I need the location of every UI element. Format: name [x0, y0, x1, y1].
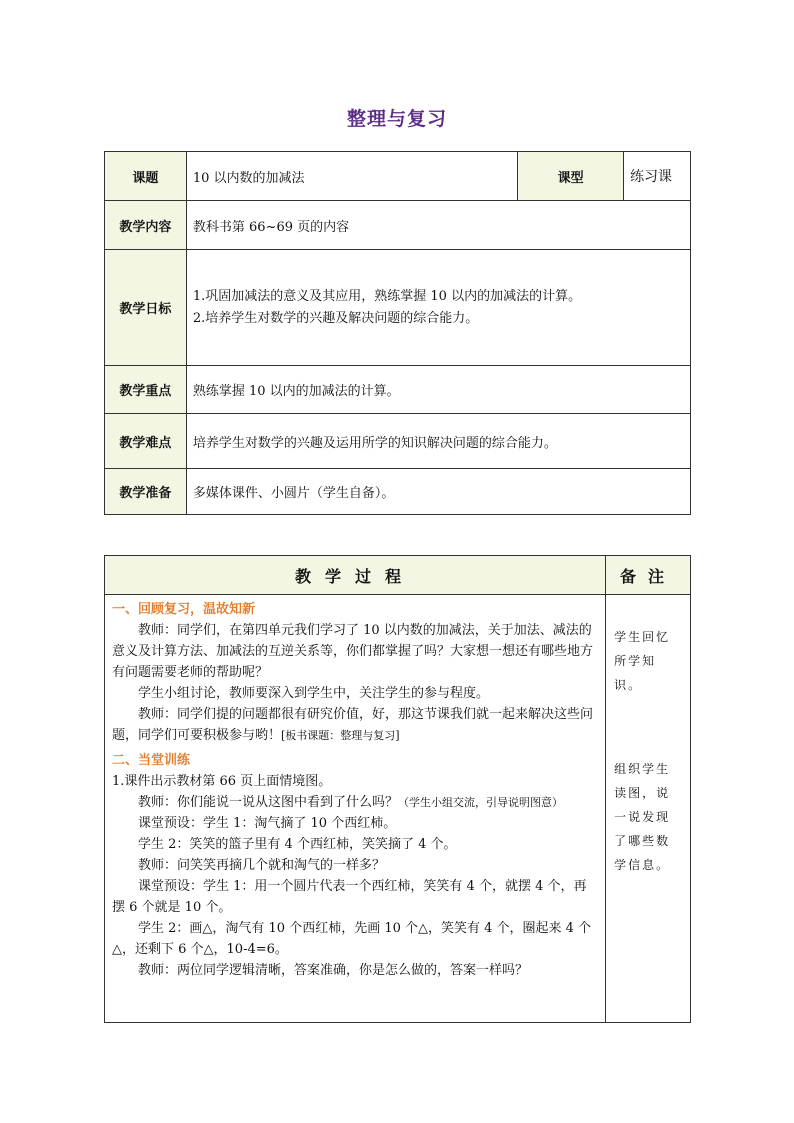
s2-group-note: （学生小组交流，引导说明图意）: [398, 796, 564, 809]
process-body-row: [105, 595, 691, 1023]
difficulty-value: 培养学生对数学的兴趣及运用所学的知识解决问题的综合能力。: [186, 414, 690, 469]
content-label: 教学内容: [105, 201, 187, 250]
page-title: 整理与复习: [346, 108, 447, 130]
s2-paragraph-5: 教师：问笑笑再摘几个就和淘气的一样多？: [138, 858, 386, 873]
s1-paragraph-2: 学生小组讨论，教师要深入到学生中，关注学生的参与程度。: [138, 686, 490, 701]
process-header-row: [105, 556, 691, 595]
type-label: 课型: [518, 152, 624, 201]
prep-row: [105, 469, 691, 515]
difficulty-row: [105, 414, 691, 469]
process-content: [105, 595, 606, 1023]
note-1: 学生回忆所学知识。: [614, 630, 671, 692]
type-value: 练习课: [624, 152, 691, 201]
s2-paragraph-3: 课堂预设：学生 1：淘气摘了 10 个西红柿。: [138, 816, 397, 831]
key-row: [105, 366, 691, 414]
content-value: 教科书第 66~69 页的内容: [186, 201, 690, 250]
prep-value: 多媒体课件、小圆片（学生自备）。: [186, 469, 690, 515]
s2-paragraph-7: 学生 2：画△，淘气有 10 个西红柿，先画 10 个△，笑笑有 4 个，圈起来 4 个△，还剩下 6 个△，10-4=6。: [112, 921, 592, 957]
s1-paragraph-1: 教师：同学们，在第四单元我们学习了 10 以内数的加减法，关于加法、减法的意义及计算方法、加减法的互逆关系等，你们都掌握了吗？大家想一想还有哪些地方有问题需要老师的帮助呢？: [112, 623, 594, 680]
topic-value: 10 以内数的加减法: [186, 152, 517, 201]
s2-paragraph-2: [112, 792, 598, 813]
section2-title: 二、当堂训练: [112, 753, 191, 768]
s1-paragraph-3: [112, 704, 598, 746]
goal-line-1: 1.巩固加减法的意义及其应用，熟练掌握 10 以内的加减法的计算。: [192, 288, 582, 304]
goal-line-2: 2.培养学生对数学的兴趣及解决问题的综合能力。: [192, 310, 479, 326]
s1-paragraph-3-text: 教师：同学们提的问题都很有研究价值，好，那这节课我们就一起来解决这些问题，同学们可要积极参与哟！: [112, 707, 594, 743]
section1-title: 一、回顾复习，温故知新: [112, 602, 256, 617]
topic-row: [105, 152, 691, 201]
notes-header: 备注: [606, 556, 691, 595]
goal-value: [186, 250, 690, 366]
key-label: 教学重点: [105, 366, 187, 414]
s2-paragraph-8: 教师：两位同学逻辑清晰，答案准确，你是怎么做的，答案一样吗？: [138, 963, 529, 978]
s2-paragraph-2-text: 教师：你们能说一说从这图中看到了什么吗？: [138, 795, 399, 810]
topic-label: 课题: [105, 152, 187, 201]
goal-label: 教学日标: [105, 250, 187, 366]
s2-paragraph-6: 课堂预设：学生 1：用一个圆片代表一个西红柿，笑笑有 4 个，就摆 4 个，再摆 6 个就是 10 个。: [112, 879, 587, 915]
lesson-info-table: [104, 151, 691, 515]
s2-paragraph-4: 学生 2：笑笑的篮子里有 4 个西红柿，笑笑摘了 4 个。: [138, 837, 457, 852]
teaching-process-table: [104, 555, 691, 1023]
note-2: 组织学生读图，说一说发现了哪些数学信息。: [614, 762, 671, 872]
difficulty-label: 教学难点: [105, 414, 187, 469]
s1-board-note: [板书课题：整理与复习]: [281, 729, 400, 742]
s2-line-1: 1.课件出示教材第 66 页上面情境图。: [112, 774, 332, 789]
notes-column: [606, 595, 691, 1023]
prep-label: 教学准备: [105, 469, 187, 515]
content-row: [105, 201, 691, 250]
key-value: 熟练掌握 10 以内的加减法的计算。: [186, 366, 690, 414]
process-header: 教学过程: [105, 556, 606, 595]
goal-row: [105, 250, 691, 366]
